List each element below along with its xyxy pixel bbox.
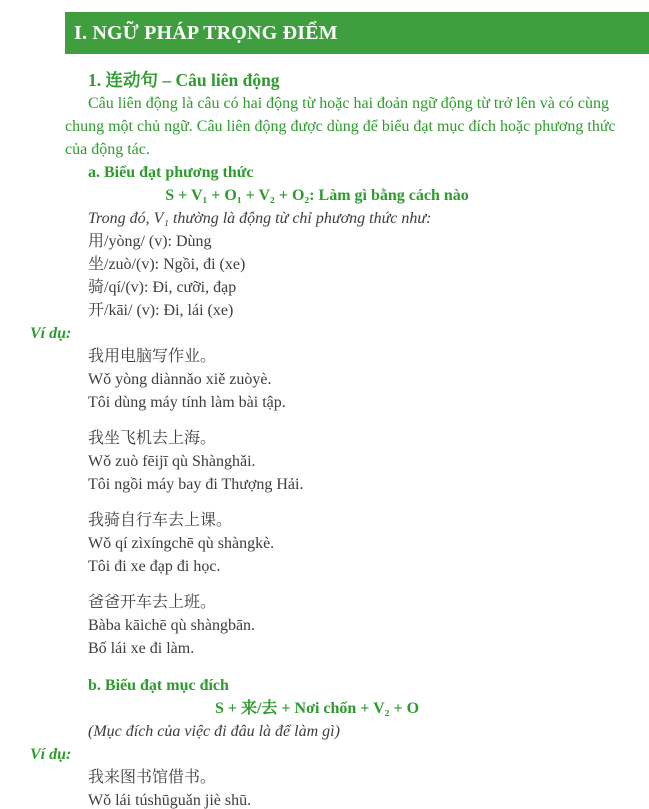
part-a-example-label: Ví dụ: bbox=[30, 325, 72, 342]
example-pinyin: Wǒ zuò fēijī qù Shànghǎi. bbox=[88, 453, 256, 470]
example-vietnamese: Tôi đi xe đạp đi học. bbox=[88, 558, 221, 575]
example-vietnamese: Tôi dùng máy tính làm bài tập. bbox=[88, 394, 286, 411]
part-a-heading: a. Biểu đạt phương thức bbox=[88, 164, 254, 181]
example-group bbox=[88, 427, 649, 496]
section-header-banner bbox=[65, 12, 649, 54]
vocab-item: 坐/zuò/(v): Ngồi, đi (xe) bbox=[88, 256, 246, 273]
example-chinese: 我骑自行车去上课。 bbox=[88, 512, 233, 529]
example-vietnamese: Tôi ngồi máy bay đi Thượng Hải. bbox=[88, 476, 304, 493]
vocab-item: 开/kāi/ (v): Đi, lái (xe) bbox=[88, 302, 234, 319]
example-pinyin: Wǒ yòng diànnǎo xiě zuòyè. bbox=[88, 371, 272, 388]
example-chinese: 我用电脑写作业。 bbox=[88, 348, 217, 365]
part-a-examples bbox=[0, 345, 649, 660]
part-a-note: Trong đó, V₁ thường là động từ chỉ phương thức như: bbox=[88, 210, 432, 227]
example-pinyin: Bàba kāichē qù shàngbān. bbox=[88, 617, 256, 634]
vocab-item: 用/yòng/ (v): Dùng bbox=[88, 233, 212, 250]
section-header-title: I. NGỮ PHÁP TRỌNG ĐIỂM bbox=[74, 22, 338, 44]
part-b-heading: b. Biểu đạt mục đích bbox=[88, 677, 229, 694]
example-pinyin: Wǒ lái túshūguǎn jiè shū. bbox=[88, 792, 252, 809]
example-group bbox=[88, 591, 649, 660]
example-group bbox=[88, 345, 649, 414]
vocab-item: 骑/qí/(v): Đi, cưỡi, đạp bbox=[88, 279, 237, 296]
part-b-example-label: Ví dụ: bbox=[30, 746, 72, 763]
example-pinyin: Wǒ qí zìxíngchē qù shàngkè. bbox=[88, 535, 275, 552]
example-group bbox=[88, 509, 649, 578]
example-chinese: 爸爸开车去上班。 bbox=[88, 594, 217, 611]
part-b-note: (Mục đích của việc đi đâu là để làm gì) bbox=[88, 723, 340, 740]
part-a-vocab-list bbox=[0, 230, 649, 322]
part-b-formula: S + 来/去 + Nơi chốn + V₂ + O bbox=[214, 700, 420, 717]
example-chinese: 我坐飞机去上海。 bbox=[88, 430, 217, 447]
intro-paragraph: Câu liên động là câu có hai động từ hoặc hai đoản ngữ động từ trở lên và có cùng chung một chủ ngữ. Câu liên động được dùng để biểu đạt mục đích hoặc phương thức của động tác. bbox=[65, 95, 616, 158]
part-a-formula: S + V₁ + O₁ + V₂ + O₂: Làm gì bằng cách nào bbox=[165, 187, 469, 204]
part-b-examples bbox=[0, 766, 649, 809]
example-group bbox=[88, 766, 649, 809]
lesson-title: 1. 连动句 – Câu liên động bbox=[88, 70, 280, 90]
example-vietnamese: Bố lái xe đi làm. bbox=[88, 640, 195, 657]
example-chinese: 我来图书馆借书。 bbox=[88, 769, 217, 786]
